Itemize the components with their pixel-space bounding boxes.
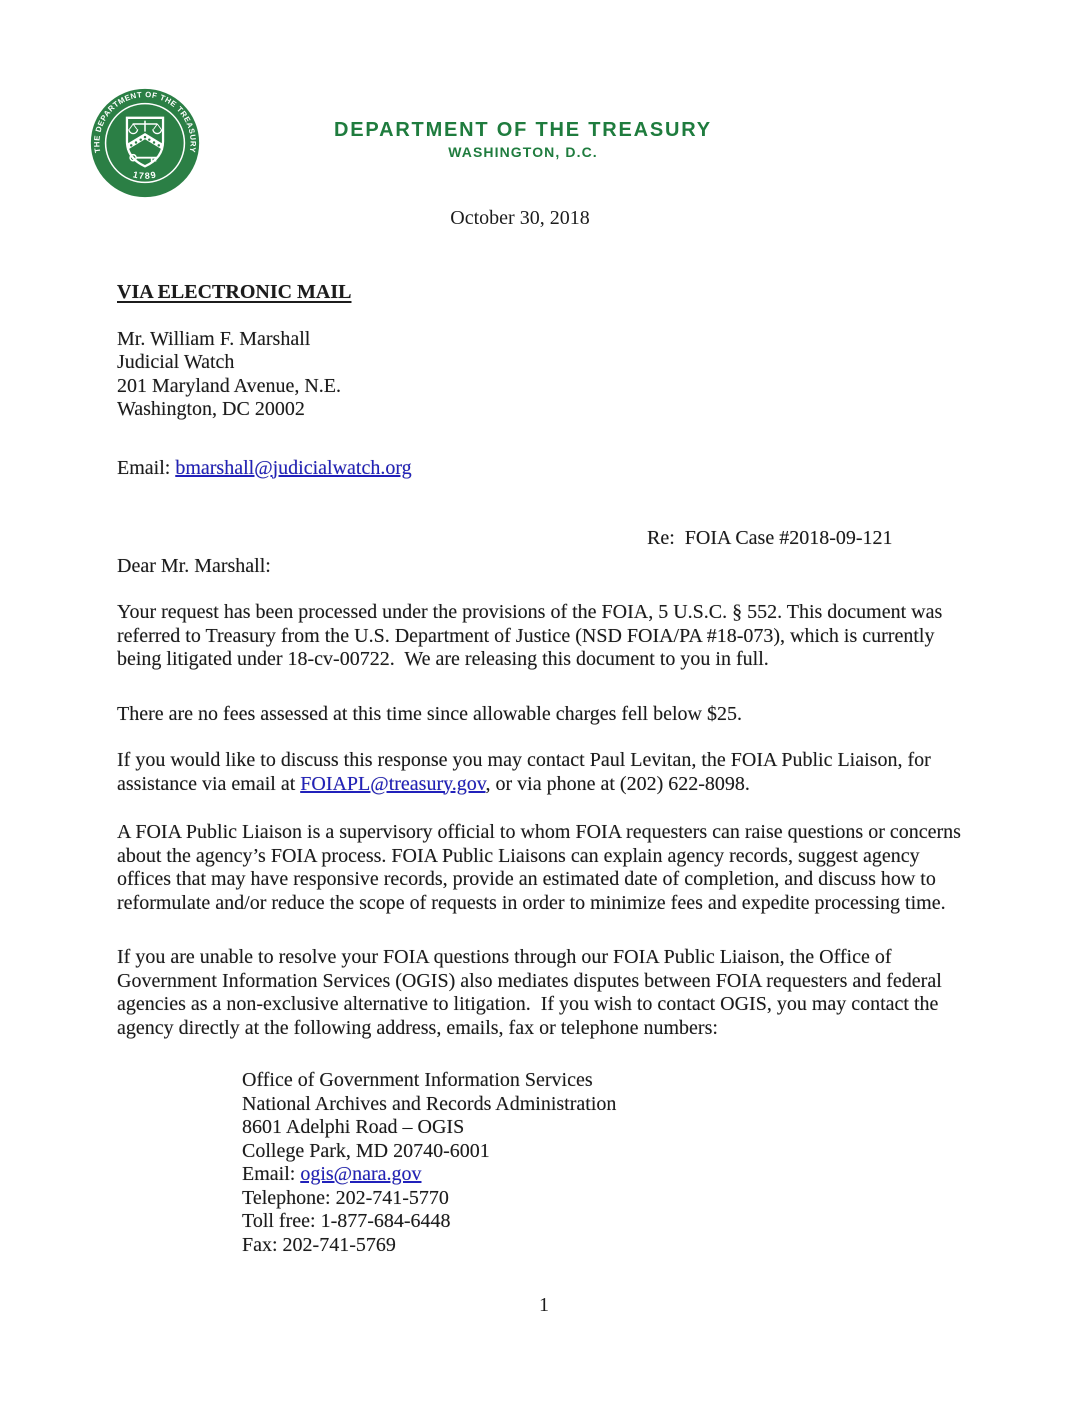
letter-date: October 30, 2018 <box>450 207 590 229</box>
seal-ring-text: THE DEPARTMENT OF THE TREASURY <box>92 90 198 154</box>
foiapl-email-link[interactable]: FOIAPL@treasury.gov <box>300 772 486 795</box>
ogis-toll-free: Toll free: 1-877-684-6448 <box>242 1210 451 1232</box>
email-label: Email: <box>117 456 176 479</box>
ogis-fax: Fax: 202-741-5769 <box>242 1233 396 1256</box>
recipient-address <box>117 328 962 422</box>
page-number: 1 <box>539 1294 549 1316</box>
ogis-street: 8601 Adelphi Road – OGIS <box>242 1116 465 1138</box>
paragraph-request-processed: Your request has been processed under the provisions of the FOIA, 5 U.S.C. § 552. This document was referred to Treasury from the U.S. Department of Justice (NSD FOIA/PA #18-073), which is currently being litigated under 18-cv-00722. We are releasing this document to you in full. <box>117 601 948 670</box>
letterhead-location: WASHINGTON, D.C. <box>448 144 598 160</box>
ogis-email-label: Email: <box>242 1163 301 1185</box>
paragraph-fees: There are no fees assessed at this time since allowable charges fell below $25. <box>117 702 742 725</box>
letter-body <box>117 281 966 1257</box>
paragraph-liaison-info: A FOIA Public Liaison is a supervisory official to whom FOIA requesters can raise questions or concerns about the agency’s FOIA process. FOIA Public Liaisons can explain agency records, suggest agency offices that may have responsive records, provide an estimated date of completion, and discuss how to reformulate and/or reduce the scope of requests in order to minimize fees and expedite processing time. <box>117 821 966 914</box>
liaison-text-before: If you would like to discuss this response you may contact Paul Levitan, the FOIA Public Liaison, for assistance via email at <box>117 749 936 795</box>
ogis-telephone: Telephone: 202-741-5770 <box>242 1186 449 1209</box>
recipient-name: Mr. William F. Marshall <box>117 327 311 350</box>
seal-year-text: 1789 <box>131 169 159 182</box>
letterhead-agency: DEPARTMENT OF THE TREASURY <box>334 119 712 141</box>
ogis-address <box>242 1069 962 1257</box>
recipient-organization: Judicial Watch <box>117 351 235 373</box>
paragraph-liaison-contact <box>117 749 962 796</box>
letterhead <box>0 119 1067 160</box>
liaison-text-after: , or via phone at (202) 622-8098. <box>485 772 750 795</box>
ogis-city: College Park, MD 20740-6001 <box>242 1139 490 1162</box>
ogis-nara: National Archives and Records Administration <box>242 1092 617 1115</box>
recipient-email-line <box>117 457 962 481</box>
recipient-street: 201 Maryland Avenue, N.E. <box>117 374 342 397</box>
recipient-city: Washington, DC 20002 <box>117 398 305 420</box>
ogis-email-link[interactable]: ogis@nara.gov <box>300 1163 422 1185</box>
ogis-office: Office of Government Information Services <box>242 1069 593 1091</box>
delivery-method: VIA ELECTRONIC MAIL <box>117 281 352 303</box>
paragraph-ogis: If you are unable to resolve your FOIA questions through our FOIA Public Liaison, the Office of Government Information Services (OGIS) also mediates disputes between FOIA requesters and federal agencies as a non-exclusive alternative to litigation. If you wish to contact OGIS, you may contact the agency directly at the following address, emails, fax or telephone numbers: <box>117 946 947 1039</box>
ogis-email-line <box>242 1163 962 1187</box>
salutation: Dear Mr. Marshall: <box>117 554 271 577</box>
re-line: Re: FOIA Case #2018-09-121 <box>647 527 893 549</box>
recipient-email-link[interactable]: bmarshall@judicialwatch.org <box>175 456 412 479</box>
